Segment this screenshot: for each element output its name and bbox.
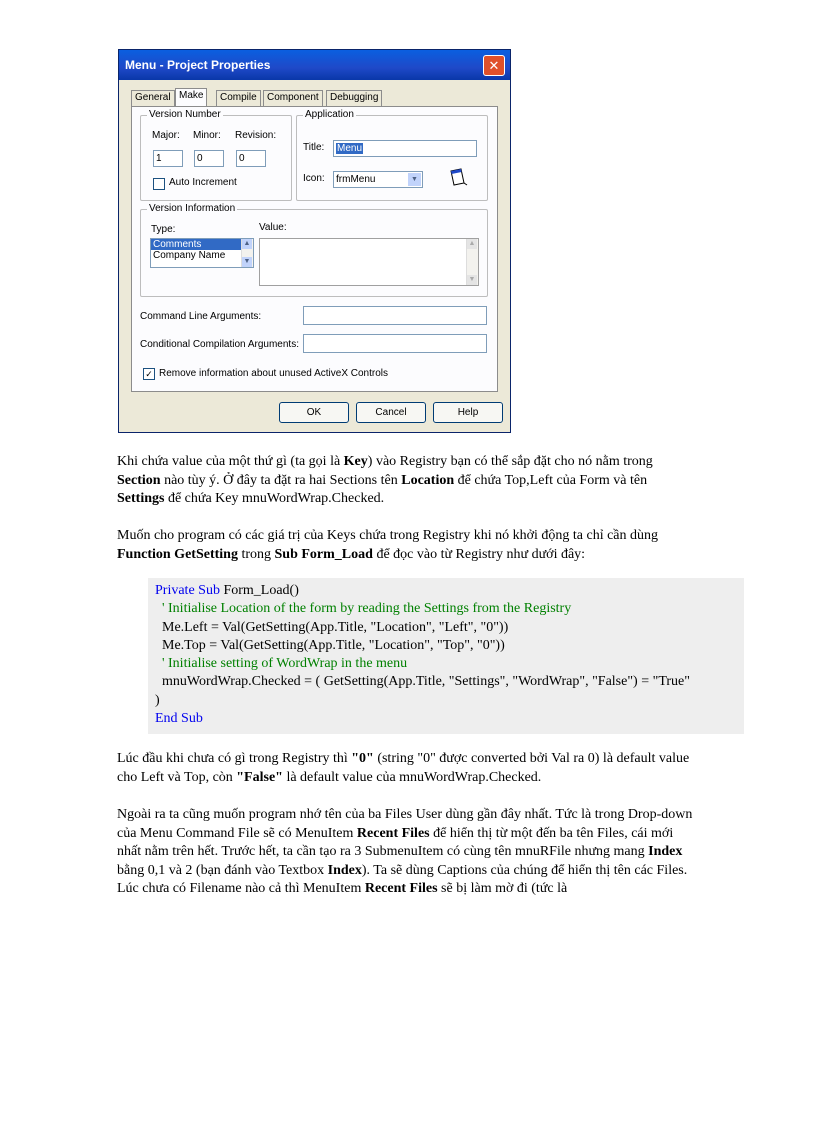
code-line: Me.Top = Val(GetSetting(App.Title, "Location", "Top", "0")) [155,637,505,653]
version-information-group [140,203,488,297]
value-label: Value: [259,222,287,233]
tab-component[interactable]: Component [263,90,323,106]
paragraph-recent-files: Ngoài ra ta cũng muốn program nhớ tên của ba Files User dùng gần đây nhất. Tức là trong Drop-down của Menu Command File sẽ có MenuItem Recent Files để hiển thị từ một đến ba tên Files, cái mới nhất nằm trên hết. Trước hết, ta cần tạo ra 3 SubmenuItem có cùng tên mnuRFile nhưng mang Index bằng 0,1 và 2 (bạn đánh vào Textbox Index). Ta sẽ dùng Captions của chúng để hiển thị tên các Files. Lúc chưa có Filename nào cả thì MenuItem Recent Files sẽ bị làm mờ đi (tức là [117,807,693,896]
code-comment: ' Initialise setting of WordWrap in the menu [155,656,408,672]
project-properties-dialog [118,49,511,433]
type-label: Type: [151,224,176,235]
type-scrollbar[interactable] [241,239,253,267]
version-number-label: Version Number [149,109,221,120]
remove-info-checkbox[interactable]: ✓ [143,368,155,380]
ok-button[interactable]: OK [279,402,349,423]
paragraph-getsetting: Muốn cho program có các giá trị của Keys chứa trong Registry khi nó khởi động ta chỉ cần dùng Function GetSetting trong Sub Form_Load để đọc vào từ Registry như dưới đây: [117,528,659,562]
paragraph-registry-sections: Khi chứa value của một thứ gì (ta gọi là Key) vào Registry bạn có thể sắp đặt cho nó nằm trong Section nào tùy ý. Ở đây ta đặt ra hai Sections tên Location để chứa Top,Left của Form và tên Settings để chứa Key mnuWordWrap.Checked. [117,454,653,506]
icon-select[interactable] [333,171,423,188]
dialog-title: Menu - Project Properties [125,58,271,72]
title-label: Title: [303,142,325,153]
conditional-compilation-arguments-input[interactable] [303,334,487,353]
conditional-compilation-arguments-label: Conditional Compilation Arguments: [140,339,299,350]
form-icon [447,167,471,189]
code-line: ) [155,692,160,708]
list-item[interactable]: Company Name [153,250,226,261]
icon-label: Icon: [303,173,325,184]
application-group [296,109,488,201]
code-line: Private Sub Form_Load() [155,583,299,598]
type-listbox[interactable] [150,238,254,268]
scroll-up-icon[interactable]: ▲ [468,240,476,247]
revision-label: Revision: [235,130,277,141]
app-title-input[interactable] [333,140,477,157]
cancel-button[interactable]: Cancel [356,402,426,423]
command-line-arguments-label: Command Line Arguments: [140,311,262,322]
version-information-label: Version Information [149,203,236,214]
code-comment: ' Initialise Location of the form by reading the Settings from the Registry [155,601,572,617]
app-title-value: Menu [337,143,363,154]
code-block [148,578,744,734]
code-line: Me.Left = Val(GetSetting(App.Title, "Location", "Left", "0")) [155,619,509,635]
tab-compile[interactable]: Compile [216,90,261,106]
tab-general[interactable]: General [131,90,175,106]
tab-debugging[interactable]: Debugging [326,90,382,106]
value-scrollbar[interactable] [466,239,478,285]
close-icon[interactable]: ✕ [483,55,505,76]
icon-select-value: frmMenu [336,174,376,185]
minor-input[interactable]: 0 [194,150,224,167]
command-line-arguments-input[interactable] [303,306,487,325]
value-textarea[interactable] [259,238,479,286]
list-item[interactable]: Comments [151,239,253,250]
help-button[interactable]: Help [433,402,503,423]
code-line: End Sub [155,711,203,727]
remove-info-label: Remove information about unused ActiveX Controls [159,368,389,379]
major-input[interactable]: 1 [153,150,183,167]
dialog-titlebar [119,50,510,80]
tab-make[interactable]: Make [175,88,207,107]
version-number-group [140,109,292,201]
chevron-down-icon: ▼ [408,173,421,186]
auto-increment-checkbox[interactable] [153,178,165,190]
major-label: Major: [152,130,180,141]
code-line: mnuWordWrap.Checked = ( GetSetting(App.Title, "Settings", "WordWrap", "False") = "True" [155,674,690,690]
scroll-up-icon[interactable]: ▲ [243,240,251,247]
scroll-down-icon[interactable]: ▼ [243,258,251,265]
scroll-down-icon[interactable]: ▼ [468,276,476,283]
revision-input[interactable]: 0 [236,150,266,167]
auto-increment-label: Auto Increment [169,177,237,188]
application-label: Application [305,109,354,120]
paragraph-defaults: Lúc đầu khi chưa có gì trong Registry thì "0" (string "0" được converted bởi Val ra 0) là default value cho Left và Top, còn "False" là default value của mnuWordWrap.Checked. [117,751,690,785]
minor-label: Minor: [193,130,221,141]
